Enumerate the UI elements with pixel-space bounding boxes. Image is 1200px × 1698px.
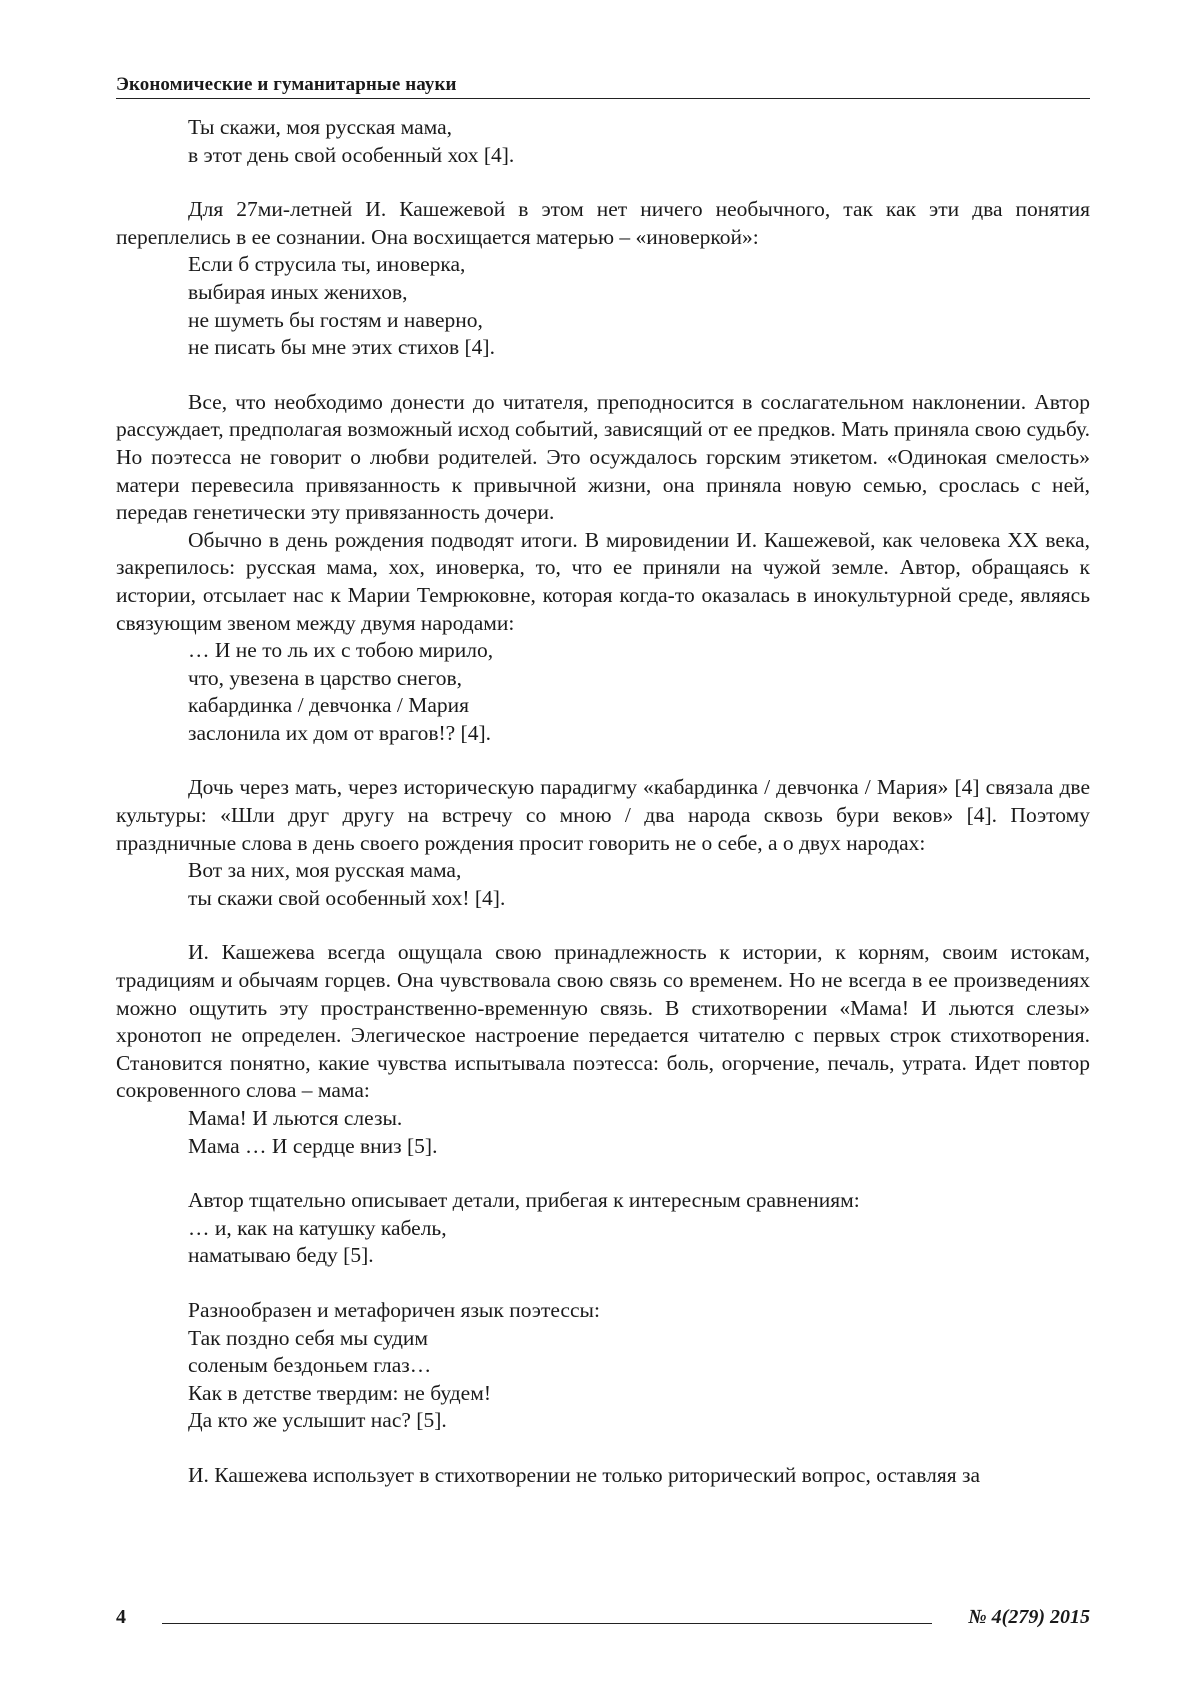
poem-line: Так поздно себя мы судим: [188, 1325, 429, 1350]
paragraph: Дочь через мать, через историческую парадигму «кабардинка / девчонка / Мария» [4] связала две культуры: «Шли друг другу на встречу со мною / два народа сквозь бури веков» [4]. Поэтому праздничные слова в день своего рождения просит говорить не о себе, а о двух народах:: [116, 775, 1090, 855]
poem-excerpt: [188, 251, 1090, 361]
poem-line: не шуметь бы гостям и наверно,: [188, 307, 483, 332]
poem-line: соленым бездоньем глаз…: [188, 1353, 432, 1378]
poem-line: … и, как на катушку кабель,: [188, 1215, 447, 1240]
paragraph: Для 27ми-летней И. Кашежевой в этом нет ничего необычного, так как эти два понятия переплелись в ее сознании. Она восхищается матерью – «иноверкой»:: [116, 197, 1090, 249]
paragraph: Разнообразен и метафоричен язык поэтессы:: [188, 1297, 600, 1322]
poem-line: Да кто же услышит нас? [5].: [188, 1408, 447, 1433]
poem-line: выбирая иных женихов,: [188, 279, 408, 304]
footer-divider: [162, 1623, 932, 1624]
poem-line: Как в детстве твердим: не будем!: [188, 1380, 491, 1405]
article-body: [116, 114, 1090, 1490]
poem-excerpt: [188, 1105, 1090, 1160]
poem-line: заслонила их дом от врагов!? [4].: [188, 720, 491, 745]
poem-line: Мама! И льются слезы.: [188, 1106, 403, 1130]
poem-line: Ты скажи, моя русская мама,: [188, 115, 453, 139]
poem-line: … И не то ль их с тобою мирило,: [188, 638, 494, 663]
poem-excerpt: [188, 857, 1090, 912]
poem-line: ты скажи свой особенный хох! [4].: [188, 885, 506, 910]
poem-line: Если б струсила ты, иноверка,: [188, 252, 466, 277]
paragraph: И. Кашежева всегда ощущала свою принадлежность к истории, к корням, своим истокам, традициям и обычаям горцев. Она чувствовала свою связь со временем. Но не всегда в ее произведениях можно ощутить эту пространственно-временную связь. В стихотворении «Мама! И льются слезы» хронотоп не определен. Элегическое настроение передается читателю с первых строк стихотворения. Становится понятно, какие чувства испытывала поэтесса: боль, огорчение, печаль, утрата. Идет повтор сокровенного слова – мама:: [116, 940, 1090, 1103]
page-footer: [116, 1606, 1090, 1636]
poem-excerpt: [188, 1325, 1090, 1435]
poem-line: Мама … И сердце вниз [5].: [188, 1133, 438, 1158]
poem-line: кабардинка / девчонка / Мария: [188, 693, 470, 718]
poem-excerpt: [188, 637, 1090, 747]
poem-line: Вот за них, моя русская мама,: [188, 858, 462, 883]
page-number: 4: [116, 1606, 126, 1628]
paragraph: Обычно в день рождения подводят итоги. В мировидении И. Кашежевой, как человека XX века, закрепилось: русская мама, хох, иноверка, то, что ее приняли на чужой земле. Автор, обращаясь к истории, отсылает нас к Марии Темрюковне, которая когда-то оказалась в инокультурной среде, являясь связующим звеном между двумя народами:: [116, 527, 1090, 635]
issue-number: № 4(279) 2015: [968, 1606, 1090, 1628]
running-header: [116, 74, 1090, 99]
paragraph: Все, что необходимо донести до читателя, преподносится в сослагательном наклонении. Автор рассуждает, предполагая возможный исход событий, зависящий от ее предков. Мать приняла свою судьбу. Но поэтесса не говорит о любви родителей. Это осуждалось горским этикетом. «Одинокая смелость» матери перевесила привязанность к привычной жизни, она приняла новую семью, срослась с ней, передав генетически эту привязанность дочери.: [116, 389, 1090, 525]
poem-line: что, увезена в царство снегов,: [188, 665, 463, 690]
poem-line: наматываю беду [5].: [188, 1243, 374, 1268]
poem-line: в этот день свой особенный хох [4].: [188, 142, 515, 167]
poem-line: не писать бы мне этих стихов [4].: [188, 335, 495, 360]
journal-section-title: Экономические и гуманитарные науки: [116, 74, 457, 95]
paragraph: Автор тщательно описывает детали, прибегая к интересным сравнениям:: [188, 1188, 860, 1213]
poem-excerpt: [188, 114, 1090, 169]
paragraph: И. Кашежева использует в стихотворении не только риторический вопрос, оставляя за: [188, 1462, 981, 1487]
poem-excerpt: [188, 1215, 1090, 1270]
